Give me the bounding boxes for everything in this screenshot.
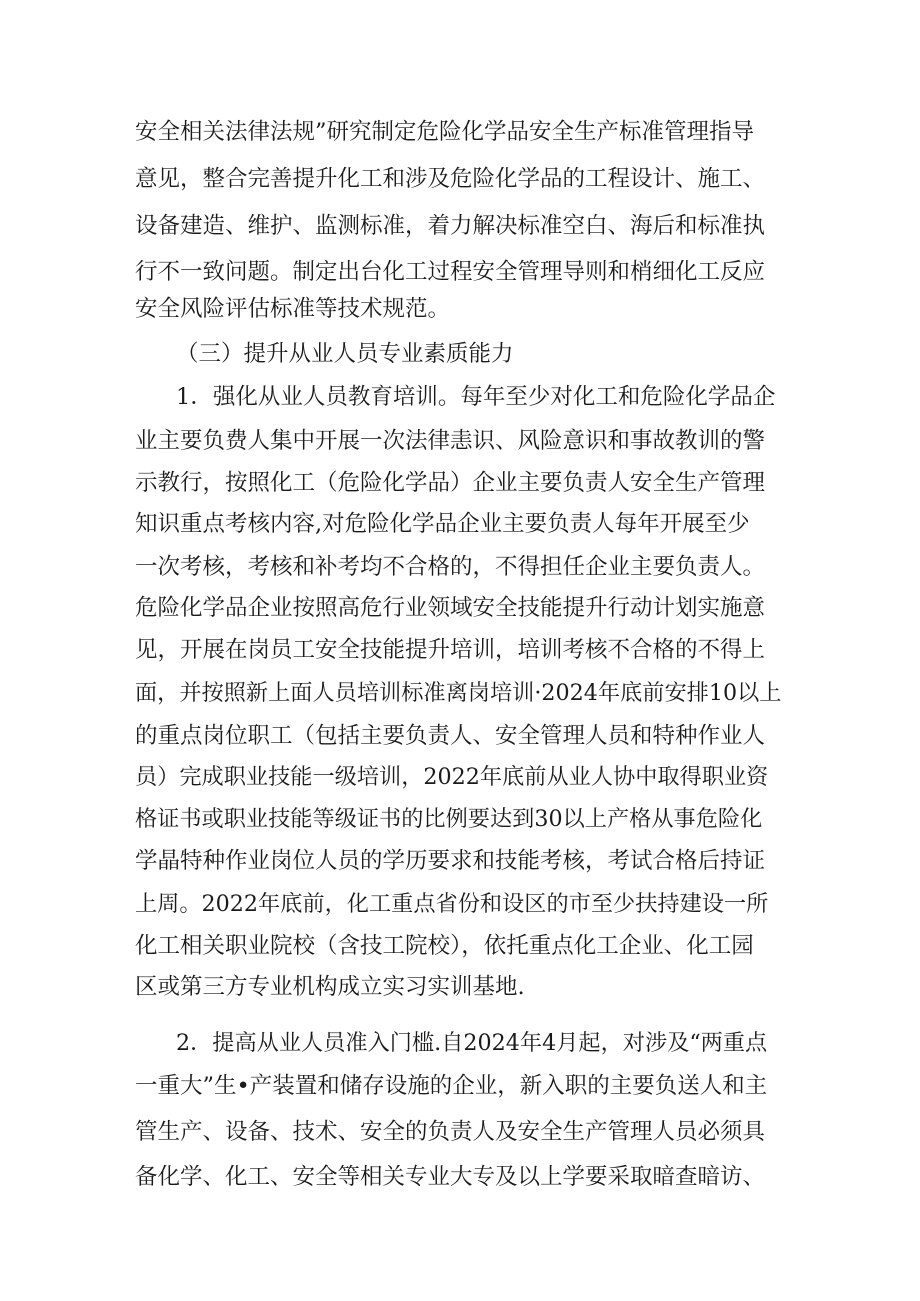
text-line: 上周。2022年底前，化工重点省份和设区的市至少扶持建设一所 [135, 891, 769, 917]
text-line: 见，开展在岗员工安全技能提升培训，培训考核不合格的不得上 [135, 637, 766, 663]
section-heading: （三）提升从业人员专业素质能力 [176, 341, 514, 367]
paragraph-first-line: 1．强化从业人员教育培训。每年至少对化工和危险化学品企 [176, 384, 776, 410]
text-line: 知识重点考核内容,对危险化学品企业主要负责人每年开展至少 [135, 511, 750, 537]
text-line: 格证书或职业技能等级证书的比例要达到30以上产格从事危险化 [135, 806, 763, 832]
text-line: 安全相关法律法规”研究制定危险化学品安全生产标准管理指导 [135, 119, 755, 145]
text-line: 的重点岗位职工（包括主要负责人、安全管理人员和特种作业人 [135, 723, 766, 749]
text-line: 设备建造、维护、监测标准，着力解决标准空白、海后和标准执 [135, 213, 766, 239]
text-line: 化工相关职业院校（含技工院校），依托重点化工企业、化工园 [135, 933, 754, 959]
text-line: 备化学、化工、安全等相关专业大专及以上学要采取暗查暗访、 [135, 1164, 766, 1190]
text-line: 区或第三方专业机构成立实习实训基地. [135, 974, 525, 1000]
text-line: 危险化学品企业按照高危行业领域安全技能提升行动计划实施意 [135, 595, 766, 621]
paragraph-first-line: 2．提高从业人员准入门槛.自2024年4月起，对涉及“两重点 [176, 1030, 768, 1056]
text-line: 管生产、设备、技术、安全的负责人及安全生产管理人员必须具 [135, 1119, 766, 1145]
text-line: 安全风险评估标准等技术规范。 [135, 296, 451, 322]
text-line: 业主要负费人集中开展一次法律恚识、风险意识和事故教训的警 [135, 428, 766, 454]
text-line: 示教行，按照化工（危险化学品）企业主要负责人安全生产管理 [135, 470, 766, 496]
text-line: 面，并按照新上面人员培训标准离岗培训·2024年底前安排10以上 [135, 680, 782, 706]
text-line: 员）完成职业技能一级培训，2022年底前从业人协中取得职业资 [135, 764, 769, 790]
text-line: 一重大”生•产装置和储存设施的企业，新入职的主要负送人和主 [135, 1073, 768, 1099]
text-line: 学晶特种作业岗位人员的学历要求和技能考核，考试合格后持证 [135, 848, 766, 874]
text-line: 行不一致问题。制定出台化工过程安全管理导则和梢细化工反应 [135, 259, 766, 285]
text-line: 一次考核，考核和补考均不合格的，不得担任企业主要负责人。 [135, 554, 766, 580]
text-line: 意见，整合完善提升化工和涉及危险化学品的工程设计、施工、 [135, 166, 766, 192]
